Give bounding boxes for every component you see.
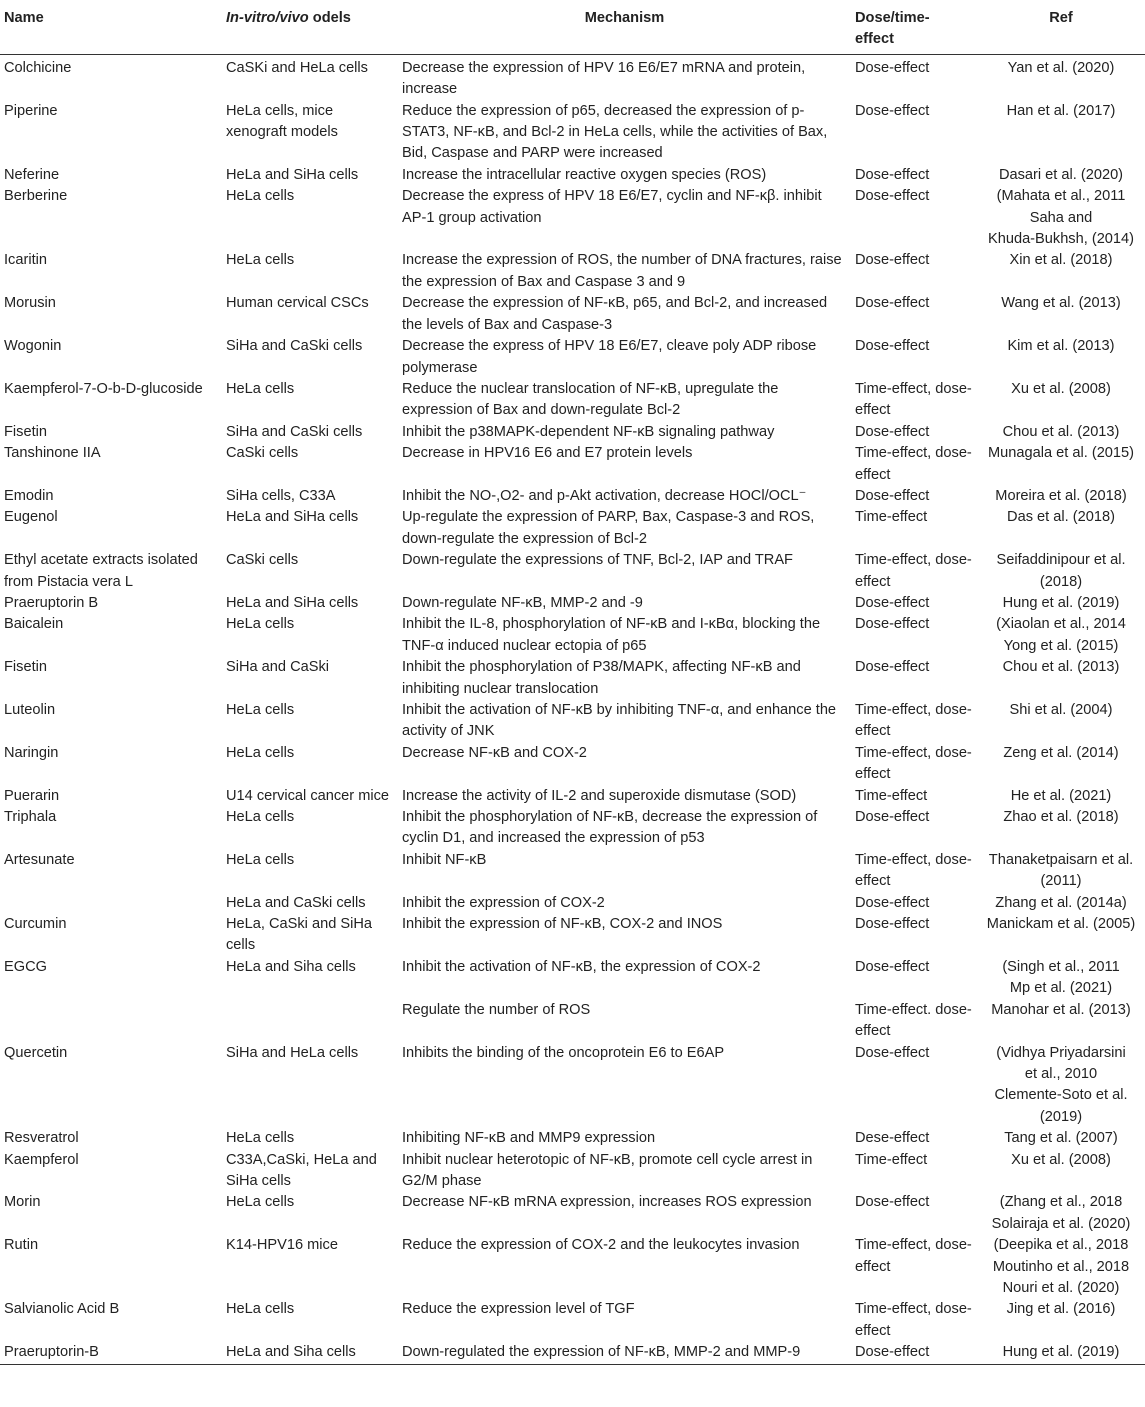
table-row (0, 700, 1145, 743)
header-mechanism: Mechanism (398, 0, 851, 54)
cell-dose-effect: Dose-effect (855, 616, 930, 633)
cell-model: HeLa and SiHa cells (226, 594, 359, 611)
cell-model: HeLa and CaSki cells (226, 894, 366, 911)
cell-mechanism: Decrease the express of HPV 18 E6/E7, cyclin and NF-κβ. inhibit AP-1 group activation (402, 188, 822, 226)
cell-dose-effect: Dose-effect (855, 102, 930, 119)
cell-model (222, 1000, 398, 1043)
header-ref: Ref (977, 0, 1145, 54)
cell-model: HeLa cells, mice xenograft models (226, 102, 338, 141)
cell-name: Berberine (4, 188, 68, 205)
cell-mechanism: Reduce the expression of p65, decreased the expression of p-STAT3, NF-κB, and Bcl-2 in HeLa cells, while the activities of Bax, Bid, Caspase and PARP were increased (402, 102, 828, 162)
cell-dose-effect: Dose-effect (855, 1044, 930, 1061)
cell-mechanism: Decrease NF-κB mRNA expression, increases ROS expression (402, 1194, 812, 1211)
cell-ref: Chou et al. (2013) (1002, 423, 1120, 440)
header-dose-time-effect: Dose/time- effect (851, 0, 977, 54)
cell-dose-effect: Dose-effect (851, 1342, 977, 1364)
cell-dose-effect: Dose-effect (855, 659, 930, 676)
cell-dose-effect: Dose-effect (855, 594, 930, 611)
cell-name: Naringin (4, 744, 59, 761)
cell-model: HeLa and Siha cells (226, 958, 356, 975)
cell-mechanism: Inhibit the NO-,O2- and p-Akt activation, decrease HOCl/OCL⁻ (402, 487, 807, 504)
cell-ref: Manickam et al. (2005) (986, 916, 1136, 933)
cell-dose-effect: Time-effect, dose-effect (855, 851, 972, 890)
cell-name: Neferine (4, 166, 60, 183)
cell-ref: Zeng et al. (2014) (1003, 744, 1119, 761)
cell-model: HeLa cells (226, 1194, 295, 1211)
cell-mechanism: Decrease in HPV16 E6 and E7 protein levels (402, 445, 693, 462)
cell-name: Kaempferol (4, 1151, 79, 1168)
table-row (0, 1299, 1145, 1342)
cell-model: SiHa and CaSki (226, 659, 330, 676)
cell-model: U14 cervical cancer mice (226, 787, 390, 804)
cell-dose-effect: Dose-effect (855, 59, 930, 76)
cell-mechanism: Inhibits the binding of the oncoprotein E6 to E6AP (402, 1044, 725, 1061)
cell-model: HeLa cells (226, 380, 295, 397)
cell-mechanism: Inhibit NF-κB (402, 851, 487, 868)
cell-mechanism: Inhibit the expression of COX-2 (402, 894, 605, 911)
cell-name: Kaempferol-7-O-b-D-glucoside (4, 380, 203, 397)
table-row (0, 507, 1145, 550)
table-row (0, 1128, 1145, 1149)
cell-ref: (Xiaolan et al., 2014 Yong et al. (2015) (996, 616, 1126, 654)
table-row (0, 786, 1145, 807)
cell-model: HeLa cells (226, 252, 295, 269)
table-row (0, 743, 1145, 786)
cell-model: HeLa and SiHa cells (226, 509, 359, 526)
cell-ref: Seifaddinipour et al. (2018) (996, 552, 1126, 590)
cell-mechanism: Inhibit the phosphorylation of P38/MAPK, affecting NF-κB and inhibiting nuclear translocation (402, 659, 801, 697)
cell-ref: Chou et al. (2013) (1002, 659, 1120, 676)
cell-ref: Zhao et al. (2018) (1003, 809, 1119, 826)
cell-name (0, 1000, 222, 1043)
cell-mechanism: Decrease NF-κB and COX-2 (402, 744, 587, 761)
cell-dose-effect: Time-effect, dose-effect (855, 702, 972, 740)
cell-mechanism: Inhibit the p38MAPK-dependent NF-κB signaling pathway (402, 423, 775, 440)
cell-mechanism: Inhibiting NF-κB and MMP9 expression (402, 1130, 656, 1147)
table-row (0, 165, 1145, 186)
cell-name: Morusin (4, 295, 56, 312)
cell-mechanism: Down-regulate NF-κB, MMP-2 and -9 (402, 594, 643, 611)
cell-model: SiHa and CaSki cells (226, 423, 363, 440)
cell-mechanism: Increase the expression of ROS, the number of DNA fractures, raise the expression of Bax and Caspase 3 and 9 (402, 252, 842, 290)
cell-mechanism: Down-regulated the expression of NF-κB, MMP-2 and MMP-9 (398, 1342, 851, 1364)
cell-dose-effect: Dose-effect (855, 894, 930, 911)
cell-mechanism: Reduce the expression of COX-2 and the leukocytes invasion (402, 1237, 800, 1254)
table-row (0, 379, 1145, 422)
cell-model: HeLa cells (226, 851, 295, 868)
table-row (0, 443, 1145, 486)
header-model-rest: odels (308, 10, 351, 26)
cell-mechanism: Inhibit the phosphorylation of NF-κB, decrease the expression of cyclin D1, and increased the expression of p53 (402, 809, 818, 847)
table-row (0, 914, 1145, 957)
cell-name: Morin (4, 1194, 41, 1211)
table-row (0, 593, 1145, 614)
cell-model: HeLa and Siha cells (222, 1342, 398, 1364)
cell-dose-effect: Time-effect (855, 509, 928, 526)
cell-ref: (Vidhya Priyadarsini et al., 2010 Clemente-Soto et al. (2019) (994, 1044, 1128, 1125)
cell-ref: Munagala et al. (2015) (987, 445, 1135, 462)
cell-name: Resveratrol (4, 1130, 79, 1147)
header-model-italic: In-vitro/vivo (226, 10, 309, 26)
cell-name (0, 893, 222, 914)
cell-ref: Zhang et al. (2014a) (995, 894, 1127, 911)
cell-name: Quercetin (4, 1044, 68, 1061)
cell-name: Puerarin (4, 787, 60, 804)
cell-dose-effect: Dose-effect (855, 252, 930, 269)
cell-name: Salvianolic Acid B (4, 1301, 120, 1318)
table-row (0, 250, 1145, 293)
cell-mechanism: Reduce the expression level of TGF (402, 1301, 635, 1318)
cell-name: Curcumin (4, 916, 67, 933)
cell-name: Baicalein (4, 616, 64, 633)
cell-name: Fisetin (4, 659, 47, 676)
cell-dose-effect: Time-effect (855, 1151, 928, 1168)
cell-name: Praeruptorin-B (0, 1342, 222, 1364)
cell-model: Human cervical CSCs (226, 295, 369, 312)
cell-ref: Dasari et al. (2020) (998, 166, 1124, 183)
cell-model: HeLa and SiHa cells (226, 166, 359, 183)
cell-dose-effect: Time-effect, dose-effect (855, 1301, 972, 1339)
cell-dose-effect: Time-effect, dose-effect (855, 1237, 972, 1275)
cell-mechanism: Regulate the number of ROS (402, 1001, 591, 1018)
cell-model: HeLa cells (226, 702, 295, 718)
cell-mechanism: Up-regulate the expression of PARP, Bax, Caspase-3 and ROS, down-regulate the expression of Bcl-2 (402, 509, 815, 547)
cell-model: HeLa cells (226, 616, 295, 633)
cell-mechanism: Decrease the expression of HPV 16 E6/E7 mRNA and protein, increase (402, 59, 806, 98)
table-row (0, 1000, 1145, 1043)
table-row (0, 186, 1145, 250)
cell-ref: (Deepika et al., 2018 Moutinho et al., 2018 Nouri et al. (2020) (992, 1237, 1130, 1296)
cell-dose-effect: Dose-effect (855, 958, 930, 975)
cell-mechanism: Decrease the expression of NF-κB, p65, and Bcl-2, and increased the levels of Bax and Caspase-3 (402, 295, 828, 333)
table-row (0, 54, 1145, 100)
cell-ref: Kim et al. (2013) (1007, 338, 1115, 355)
cell-ref: He et al. (2021) (1010, 787, 1112, 804)
table-row (0, 807, 1145, 850)
cell-dose-effect: Dose-effect (855, 295, 930, 312)
header-name: Name (0, 0, 222, 54)
cell-dose-effect: Dose-effect (855, 916, 930, 933)
cell-dose-effect: Dose-effect (855, 188, 930, 205)
cell-ref: Hung et al. (2019) (977, 1342, 1145, 1364)
table-row (0, 550, 1145, 593)
cell-ref: Xu et al. (2008) (1011, 1151, 1111, 1168)
cell-name: Wogonin (4, 338, 62, 355)
table-body (0, 54, 1145, 1364)
cell-name: Eugenol (4, 509, 58, 526)
cell-model: C33A,CaSki, HeLa and SiHa cells (226, 1151, 377, 1189)
cell-dose-effect: Dose-effect (855, 423, 930, 440)
cell-dose-effect: Time-effect, dose-effect (855, 445, 972, 483)
cell-dose-effect: Time-effect, dose-effect (855, 380, 972, 419)
cell-model: HeLa cells (226, 1130, 295, 1147)
cell-dose-effect: Dose-effect (855, 809, 930, 826)
cell-ref: Wang et al. (2013) (1001, 295, 1121, 312)
cell-model: HeLa cells (226, 1301, 295, 1318)
cell-mechanism: Inhibit the expression of NF-κB, COX-2 and INOS (402, 916, 723, 933)
table-row (0, 486, 1145, 507)
cell-dose-effect: Dose-effect (855, 1194, 930, 1211)
cell-ref: (Zhang et al., 2018 Solairaja et al. (2020) (991, 1194, 1131, 1232)
table-row (0, 1235, 1145, 1299)
cell-mechanism: Increase the activity of IL-2 and superoxide dismutase (SOD) (402, 787, 797, 804)
cell-name: Piperine (4, 102, 58, 119)
cell-dose-effect: Dose-effect (855, 487, 930, 504)
cell-name: Artesunate (4, 851, 75, 868)
cell-mechanism: Decrease the express of HPV 18 E6/E7, cleave poly ADP ribose polymerase (402, 338, 817, 376)
cell-ref: Tang et al. (2007) (1004, 1130, 1118, 1147)
cell-mechanism: Increase the intracellular reactive oxygen species (ROS) (402, 166, 767, 183)
table-row (0, 293, 1145, 336)
table-row (0, 1192, 1145, 1235)
cell-name: Emodin (4, 487, 54, 504)
cell-model: HeLa cells (226, 809, 295, 826)
table-row (0, 893, 1145, 914)
cell-ref: Jing et al. (2016) (1006, 1301, 1116, 1318)
cell-dose-effect: Dese-effect (855, 1130, 930, 1147)
cell-name: Ethyl acetate extracts isolated from Pistacia vera L (4, 552, 198, 590)
cell-model: CaSKi and HeLa cells (226, 59, 368, 76)
cell-ref: Moreira et al. (2018) (995, 487, 1127, 504)
cell-ref: Thanaketpaisarn et al. (2011) (988, 851, 1134, 890)
cell-name: Rutin (4, 1237, 39, 1254)
table-row (0, 957, 1145, 1000)
table-row (0, 422, 1145, 443)
cell-ref: (Singh et al., 2011 Mp et al. (2021) (1002, 958, 1120, 997)
cell-name: Tanshinone IIA (4, 445, 101, 462)
cell-model: HeLa cells (226, 744, 295, 761)
cell-name: Colchicine (4, 59, 72, 76)
cell-model: K14-HPV16 mice (226, 1237, 338, 1254)
table-row (0, 1150, 1145, 1193)
cell-mechanism: Down-regulate the expressions of TNF, Bcl-2, IAP and TRAF (402, 552, 793, 569)
cell-model: HeLa, CaSki and SiHa cells (226, 916, 373, 954)
cell-name: Fisetin (4, 423, 47, 440)
cell-model: HeLa cells (226, 188, 295, 205)
cell-ref: Manohar et al. (2013) (991, 1001, 1131, 1018)
cell-name: Triphala (4, 809, 57, 826)
cell-name: Luteolin (4, 702, 56, 718)
cell-ref: (Mahata et al., 2011 Saha and Khuda-Bukhsh, (2014) (987, 188, 1135, 248)
cell-mechanism: Inhibit nuclear heterotopic of NF-κB, promote cell cycle arrest in G2/M phase (402, 1151, 813, 1189)
cell-model: SiHa and CaSki cells (226, 338, 363, 355)
table-row (0, 614, 1145, 657)
cell-dose-effect: Time-effect. dose-effect (855, 1001, 972, 1040)
table-row (0, 657, 1145, 700)
table-row (0, 101, 1145, 165)
cell-dose-effect: Dose-effect (855, 166, 930, 183)
cell-ref: Han et al. (2017) (1006, 102, 1116, 119)
cell-model: SiHa and HeLa cells (226, 1044, 359, 1061)
cell-mechanism: Inhibit the activation of NF-κB by inhibiting TNF-α, and enhance the activity of JNK (402, 702, 837, 740)
cell-model: SiHa cells, C33A (226, 487, 336, 504)
cell-ref: Hung et al. (2019) (1002, 594, 1120, 611)
cell-dose-effect: Time-effect, dose-effect (855, 552, 972, 590)
cell-mechanism: Inhibit the IL-8, phosphorylation of NF-κB and I-κBα, blocking the TNF-α induced nuclear ectopia of p65 (402, 616, 821, 654)
cell-mechanism: Inhibit the activation of NF-κB, the expression of COX-2 (402, 958, 761, 975)
table-header-row (0, 0, 1145, 54)
cell-model: CaSki cells (226, 445, 299, 462)
table-row (0, 1342, 1145, 1364)
table-row (0, 336, 1145, 379)
cell-dose-effect: Time-effect (855, 787, 928, 804)
cell-ref: Xin et al. (2018) (1009, 252, 1113, 269)
cell-ref: Yan et al. (2020) (1007, 59, 1115, 76)
cell-name: EGCG (4, 958, 47, 975)
cell-name: Icaritin (4, 252, 47, 269)
cell-dose-effect: Dose-effect (855, 338, 930, 355)
header-model (222, 0, 398, 54)
cell-model: CaSki cells (226, 552, 299, 569)
table-row (0, 1043, 1145, 1129)
cell-dose-effect: Time-effect, dose-effect (855, 744, 972, 783)
cell-mechanism: Reduce the nuclear translocation of NF-κB, upregulate the expression of Bax and down-regulate Bcl-2 (402, 380, 779, 419)
cell-name: Praeruptorin B (4, 594, 99, 611)
cell-ref: Xu et al. (2008) (1011, 380, 1111, 397)
cell-ref: Shi et al. (2004) (1009, 702, 1113, 718)
cell-ref: Das et al. (2018) (1007, 509, 1115, 526)
table-row (0, 850, 1145, 893)
